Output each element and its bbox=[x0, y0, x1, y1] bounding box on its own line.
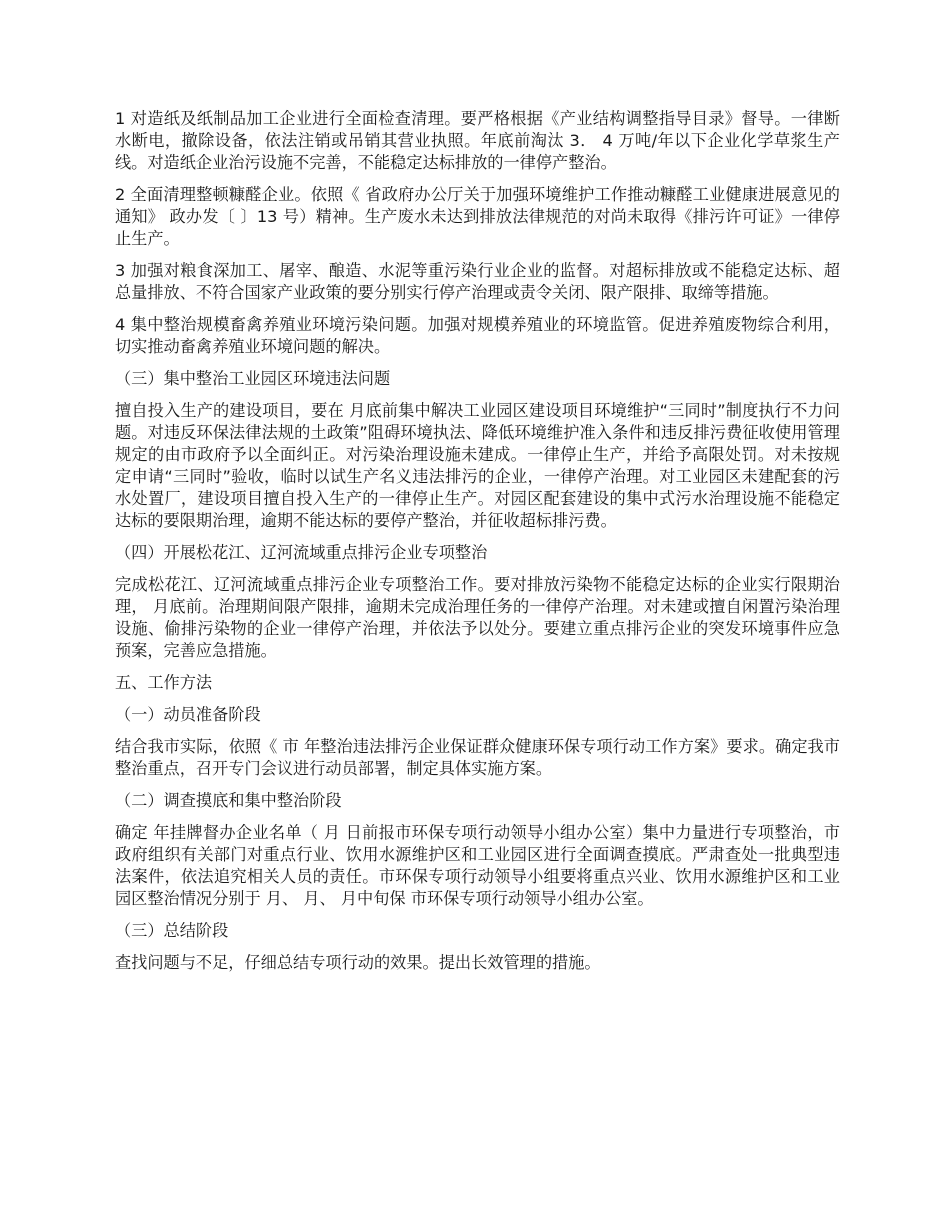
section-heading-river-basins: （四）开展松花江、辽河流域重点排污企业专项整治 bbox=[115, 543, 488, 562]
section-heading-industrial-parks: （三）集中整治工业园区环境违法问题 bbox=[115, 369, 391, 388]
section-heading-work-methods: 五、工作方法 bbox=[115, 673, 213, 692]
paragraph-heavy-pollution-industries: 3 加强对粮食深加工、屠宰、酿造、水泥等重污染行业企业的监督。对超标排放或不能稳定达标、超总量排放、不符合国家产业政策的要分别实行停产治理或责令关闭、限产限排、取缔等措施。 bbox=[115, 261, 840, 302]
document-page bbox=[115, 108, 840, 984]
paragraph-furfural-enterprises: 2 全面清理整顿糠醛企业。依照《 省政府办公厅关于加强环境维护工作推动糠醛工业健康进展意见的通知》 政办发〔 〕13 号）精神。生产废水未达到排放法律规范的对尚未取得《排污许可证》一律停止生产。 bbox=[115, 185, 840, 248]
section-heading-mobilization: （一）动员准备阶段 bbox=[115, 705, 261, 724]
paragraph-river-basins: 完成松花江、辽河流域重点排污企业专项整治工作。要对排放污染物不能稳定达标的企业实行限期治理， 月底前。治理期间限产限排，逾期未完成治理任务的一律停产治理。对未建或擅自闲置污染治理设施、偷排污染物的企业一律停产治理，并依法予以处分。要建立重点排污企业的突发环境事件应急预案，完善应急措施。 bbox=[115, 575, 840, 660]
paragraph-mobilization: 结合我市实际，依照《 市 年整治违法排污企业保证群众健康环保专项行动工作方案》要求。确定我市整治重点，召开专门会议进行动员部署，制定具体实施方案。 bbox=[115, 737, 840, 778]
paragraph-livestock-farming: 4 集中整治规模畜禽养殖业环境污染问题。加强对规模养殖业的环境监管。促进养殖废物综合利用，切实推动畜禽养殖业环境问题的解决。 bbox=[115, 315, 840, 356]
paragraph-paper-industry: 1 对造纸及纸制品加工企业进行全面检查清理。要严格根据《产业结构调整指导目录》督导。一律断水断电，撤除设备，依法注销或吊销其营业执照。年底前淘汰 3． 4 万吨/年以下企业化学草浆生产线。对造纸企业治污设施不完善，不能稳定达标排放的一律停产整治。 bbox=[115, 109, 840, 172]
paragraph-industrial-parks: 擅自投入生产的建设项目，要在 月底前集中解决工业园区建设项目环境维护“三同时”制度执行不力问题。对违反环保法律法规的土政策”阻碍环境执法、降低环境维护准入条件和违反排污费征收使用管理规定的由市政府予以全面纠正。对污染治理设施未建成。一律停止生产，并给予高限处罚。对未按规定申请“三同时”验收，临时以试生产名义违法排污的企业，一律停产治理。对工业园区未建配套的污水处置厂，建设项目擅自投入生产的一律停止生产。对园区配套建设的集中式污水治理设施不能稳定达标的要限期治理，逾期不能达标的要停产整治，并征收超标排污费。 bbox=[115, 401, 840, 530]
paragraph-investigation: 确定 年挂牌督办企业名单（ 月 日前报市环保专项行动领导小组办公室）集中力量进行专项整治，市政府组织有关部门对重点行业、饮用水源维护区和工业园区进行全面调查摸底。严肃查处一批典型违法案件，依法追究相关人员的责任。市环保专项行动领导小组要将重点兴业、饮用水源维护区和工业园区整治情况分别于 月、 月、 月中旬保 市环保专项行动领导小组办公室。 bbox=[115, 823, 840, 908]
section-heading-summary: （三）总结阶段 bbox=[115, 921, 229, 940]
section-heading-investigation: （二）调查摸底和集中整治阶段 bbox=[115, 791, 342, 810]
paragraph-summary: 查找问题与不足，仔细总结专项行动的效果。提出长效管理的措施。 bbox=[115, 953, 601, 972]
